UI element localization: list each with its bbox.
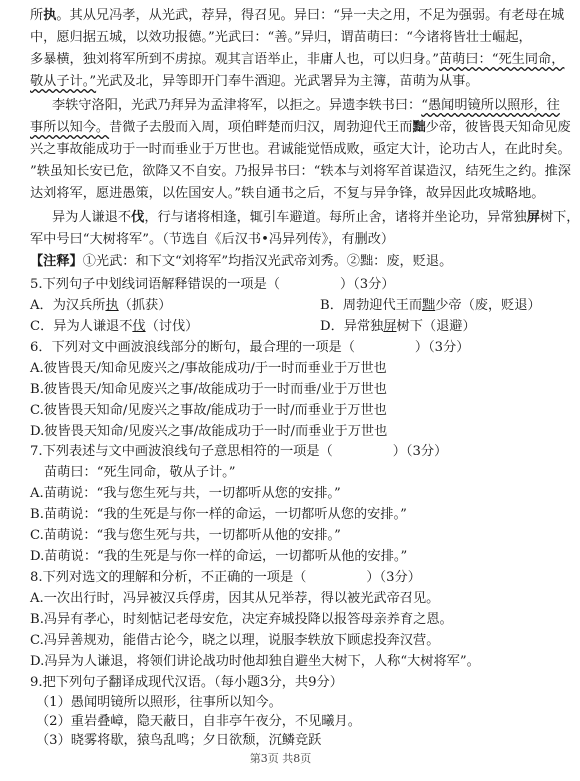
passage-line-4: 敬从子计。”光武及北，异等即开门奉牛酒迎。光武署异为主簿，苗萌为从事。: [30, 74, 479, 89]
q5-options-row-2: [30, 317, 540, 336]
q7-quote: 苗萌曰：“死生同命，敬从子计。”: [44, 465, 236, 481]
passage-line-3: 多暴横，独刘将军所到不虏掠。观其言语举止，非庸人也，可以归身。”苗萌曰：“死生同命，: [30, 52, 565, 67]
passage-line-10: 异为人谦退不伐，行与诸将相逢，辄引车避道。每所止舍，诸将并坐论功，异常独屏树下，: [52, 210, 580, 225]
q6-option-a: A.彼皆畏天/知命见废兴之/事故能成功/于一时而垂业于万世也: [30, 360, 387, 376]
q8-option-a: A.一次出行时，冯异被汉兵俘虏，因其从兄举荐，得以被光武帝召见。: [30, 590, 440, 606]
q5-option-a: A．为汉兵所执（抓获）: [30, 297, 172, 313]
q5-options-row-1: [30, 296, 540, 315]
wavy-sentence: “愚闻明镜所以照形，往: [421, 98, 560, 113]
q6-option-d: D.彼皆畏天知命/见废兴之事/故能成功于一时/而垂业于万世也: [30, 423, 388, 439]
q7-option-c: C.苗萌说：“我与您生死与共，一切都听从他的安排。”: [30, 528, 341, 544]
q6-option-c: C.彼皆畏天知命/见废兴之事故/能成功于一时/而垂业于万世也: [30, 402, 387, 418]
q9-sentence-2: （2）重岩叠嶂，隐天蔽日，自非亭午夜分，不见曦月。: [36, 713, 361, 729]
q8-option-d: D.冯异为人谦退，将领们讲论战功时他却独自避坐大树下，人称“大树将军”。: [30, 653, 480, 669]
q5-stem: 5.下列句子中划线词语解释错误的一项是（ ）（3分）: [30, 277, 395, 292]
passage-line-6: 事所以知今。昔微子去殷而入周，项伯畔楚而归汉，周勃迎代王而黜少帝，彼皆畏天知命见废: [30, 120, 571, 135]
q7-option-d: D.苗萌说：“我的生死是与你一样的命运，一切都听从他的安排。”: [30, 549, 408, 565]
q9-stem: 9.把下列句子翻译成现代汉语。（每小题3分，共9分）: [30, 674, 343, 690]
passage-line-7: 兴之事故能成功于一时而垂业于万世也。君诚能觉悟成败，亟定大计，论功古人，在此时矣。: [30, 142, 571, 157]
q8-option-c: C.冯异善规劝，能借古论今，晓之以理，说服李轶放下顾虑投奔汉营。: [30, 632, 440, 648]
q7-option-a: A.苗萌说：“我与您生死与共，一切都听从您的安排。”: [30, 486, 341, 502]
q6-option-b: B.彼皆畏天/知命见废兴之事/故能成功于一时而垂/业于万世也: [30, 381, 387, 397]
q9-sentence-1: （1）愚闻明镜所以照形，往事所以知今。: [36, 694, 282, 710]
passage-line-8: ”轶虽知长安已危，欲降又不自安。乃报异书曰：“轶本与刘将军首谋造汉，结死生之约。推深: [30, 164, 571, 179]
q5-option-d: D．异常独屏树下（退避）: [320, 318, 476, 334]
page-footer: 第3页 共8页: [249, 752, 312, 765]
passage-line-5: 李轶守洛阳，光武乃拜异为孟津将军，以拒之。异遗李轶书曰：“愚闻明镜所以照形，往: [52, 98, 560, 113]
passage-line-9: 达刘将军，愿进愚策，以佐国安人。”轶自通书之后，不复与异争锋，故异因此攻城略地。: [30, 186, 545, 201]
passage-line-1: 所执。其从兄冯孝，从光武，荐异，得召见。异曰：“异一夫之用，不足为强弱。有老母在城: [30, 8, 565, 23]
q5-option-c: C．异为人谦退不伐（讨伐）: [30, 318, 199, 334]
q6-stem: 6．下列对文中画波浪线部分的断句，最合理的一项是（ ）（3分）: [30, 339, 470, 355]
passage-line-2: 中，愿归据五城，以效功报德。”光武曰：“善。”异归，谓苗萌曰：“今诸将皆壮士崛起，: [30, 30, 532, 45]
q9-sentence-3: （3）晓雾将歇，猿鸟乱鸣；夕日欲颓，沉鳞竞跃: [36, 732, 322, 748]
passage-line-11: 军中号曰“大树将军”。（节选自《后汉书•冯异列传》，有删改）: [30, 232, 395, 247]
annotation-note: 【注释】①光武：和下文“刘将军”均指汉光武帝刘秀。②黜：废，贬退。: [30, 254, 453, 269]
wavy-sentence: 苗萌曰：“死生同命，: [438, 52, 565, 67]
q5-option-b: B．周勃迎代王而黜少帝（废，贬退）: [320, 297, 541, 313]
q8-option-b: B.冯异有孝心，时刻惦记老母安危，决定弃城投降以报答母亲养育之恩。: [30, 611, 453, 627]
q7-option-b: B.苗萌说：“我的生死是与你一样的命运，一切都听从您的安排。”: [30, 507, 407, 523]
wavy-sentence: 事所以知今。: [30, 120, 110, 135]
q8-stem: 8.下列对选文的理解和分析，不正确的一项是（ ）（3分）: [30, 570, 421, 586]
wavy-sentence: 敬从子计。”: [30, 74, 97, 89]
q7-stem: 7.下列表述与文中画波浪线句子意思相符的一项是（ ）（3分）: [30, 444, 448, 460]
